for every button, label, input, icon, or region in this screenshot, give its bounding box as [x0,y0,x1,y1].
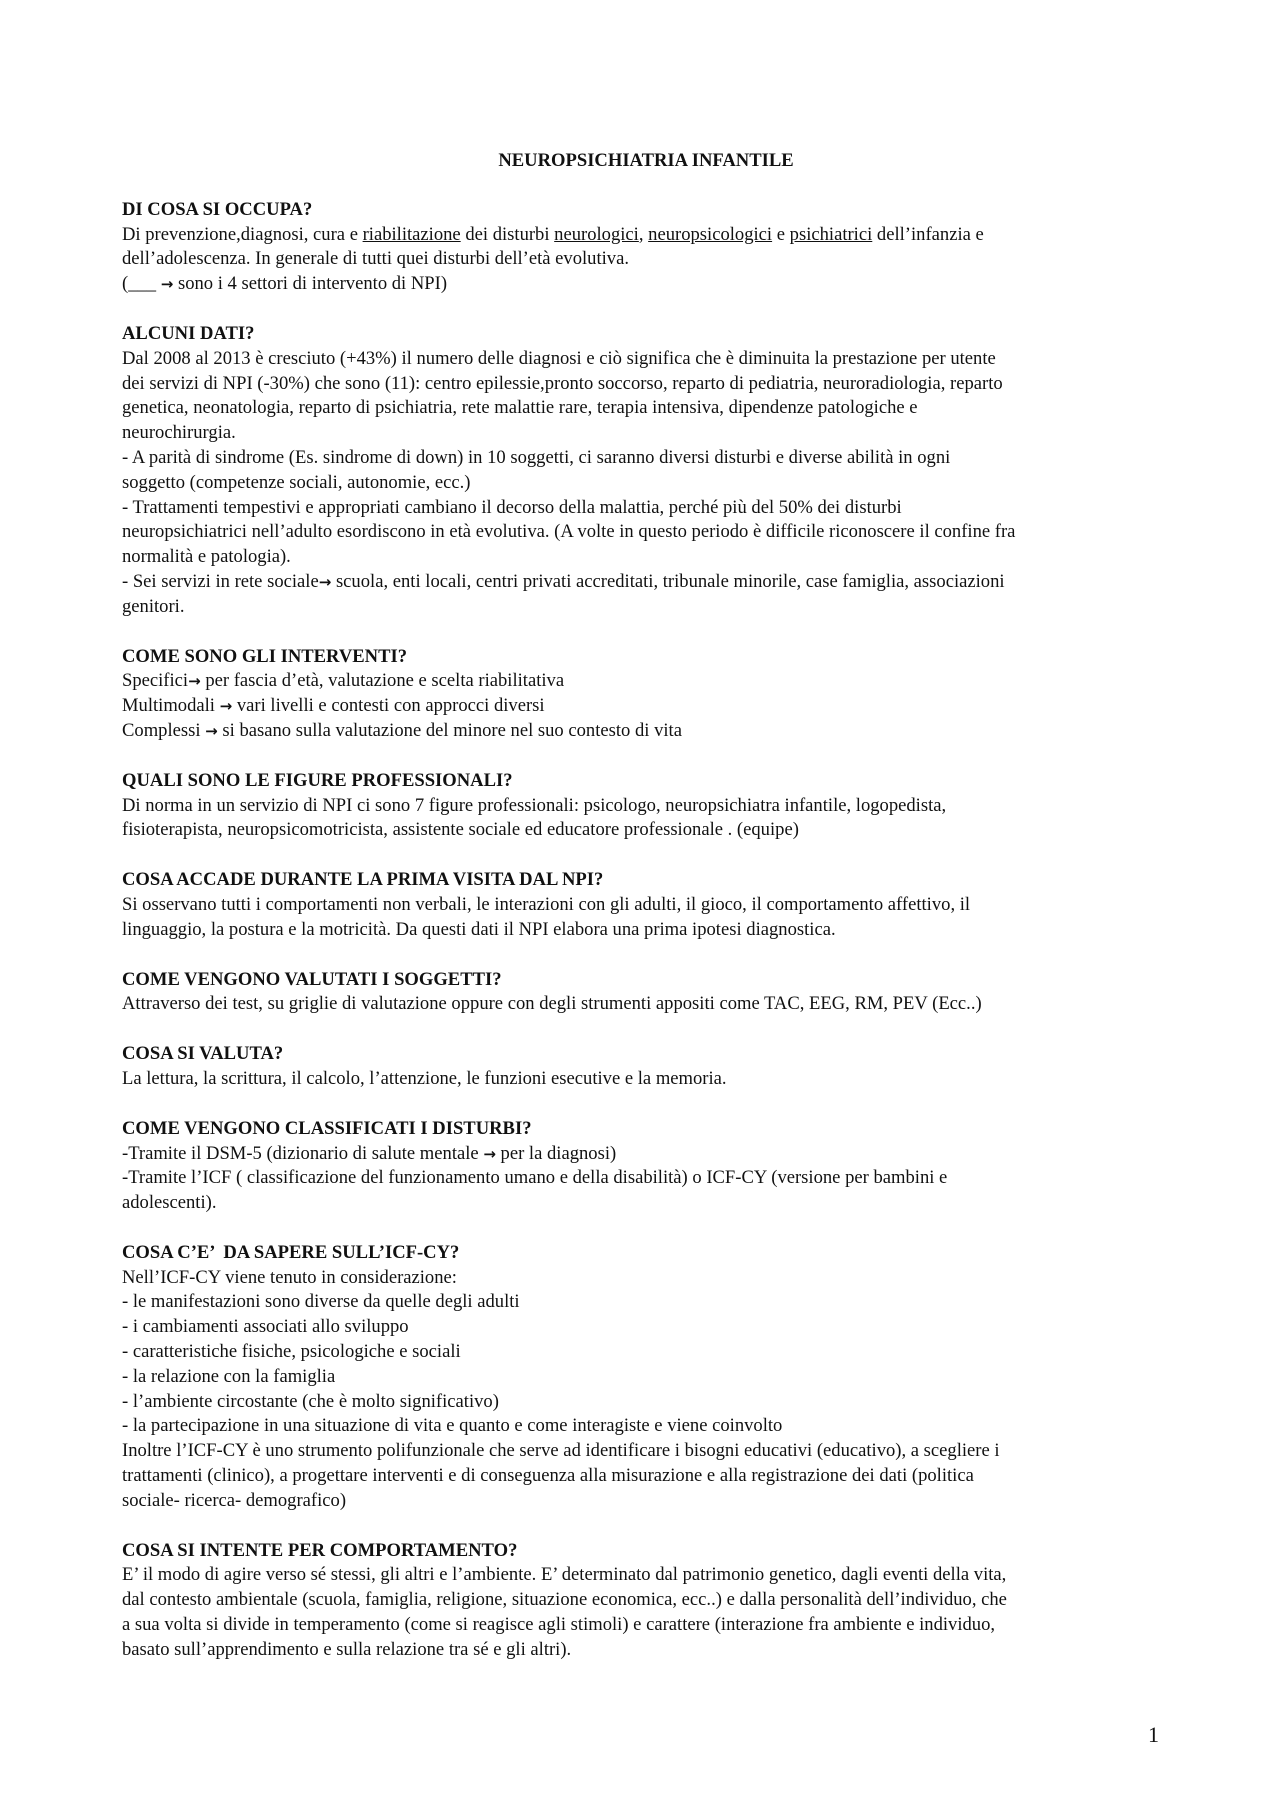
paragraph-line: Si osservano tutti i comportamenti non verbali, le interazioni con gli adulti, il gioco, il comportamento affettivo, il [122,893,971,915]
paragraph-line: La lettura, la scrittura, il calcolo, l’attenzione, le funzioni esecutive e la memoria. [122,1067,727,1089]
section-heading: COME VENGONO CLASSIFICATI I DISTURBI? [122,1117,532,1139]
paragraph-line: -Tramite l’ICF ( classificazione del funzionamento umano e della disabilità) o ICF-CY (versione per bambini e [122,1167,948,1189]
list-item: - l’ambiente circostante (che è molto significativo) [122,1390,499,1412]
paragraph-line [122,272,1170,297]
paragraph-line: Inoltre l’ICF-CY è uno strumento polifunzionale che serve ad identificare i bisogni educativi (educativo), a scegliere i [122,1440,1000,1462]
section-heading: COSA SI VALUTA? [122,1043,284,1065]
arrow-icon: → [483,1144,496,1163]
section-valuta [122,1042,1170,1092]
paragraph-line [122,223,1170,248]
section-interventi [122,645,1170,744]
section-heading: COME SONO GLI INTERVENTI? [122,645,408,667]
text-run: si basano sulla valutazione del minore nel suo contesto di vita [217,719,682,741]
section-comportamento [122,1539,1170,1663]
page-number: 1 [1148,1722,1159,1747]
section-heading: DI COSA SI OCCUPA? [122,198,313,220]
text-run: -Tramite il DSM-5 (dizionario di salute mentale [122,1142,484,1164]
paragraph-line: fisioterapista, neuropsicomotricista, assistente sociale ed educatore professionale . (equipe) [122,819,799,841]
text-run: - Sei servizi in rete sociale [122,570,319,592]
arrow-icon: → [219,697,233,716]
paragraph-line: adolescenti). [122,1192,217,1214]
paragraph-line: soggetto (competenze sociali, autonomie, ecc.) [122,471,471,493]
text-run: scuola, enti locali, centri privati accreditati, tribunale minorile, case famiglia, associazioni [331,570,1005,592]
underlined-term: riabilitazione [362,223,461,245]
paragraph-line: Dal 2008 al 2013 è cresciuto (+43%) il numero delle diagnosi e ciò significa che è diminuita la prestazione per utente [122,347,996,369]
document-title: NEUROPSICHIATRIA INFANTILE [498,150,794,171]
section-dati [122,322,1170,620]
list-item: - la partecipazione in una situazione di vita e quanto e come interagiste e viene coinvolto [122,1415,783,1437]
section-valutati [122,968,1170,1018]
paragraph-line: sociale- ricerca- demografico) [122,1489,347,1511]
text-run: Di prevenzione,diagnosi, cura e [122,223,363,245]
paragraph-line: genitori. [122,595,185,617]
paragraph-line: E’ il modo di agire verso sé stessi, gli altri e l’ambiente. E’ determinato dal patrimonio genetico, dagli eventi della vita, [122,1564,1007,1586]
paragraph-line: dei servizi di NPI (-30%) che sono (11): centro epilessie,pronto soccorso, reparto di pediatria, neuroradiologia, reparto [122,372,1003,394]
paragraph-line: dal contesto ambientale (scuola, famiglia, religione, situazione economica, ecc..) e dalla personalità dell’individuo, che [122,1589,1007,1611]
section-heading: ALCUNI DATI? [122,322,255,344]
document-page [122,149,1170,1688]
text-run: sono i 4 settori di intervento di NPI) [173,273,448,295]
arrow-icon: → [205,721,218,740]
list-item: - i cambiamenti associati allo sviluppo [122,1316,409,1338]
underlined-term: psichiatrici [789,223,873,245]
section-visita [122,868,1170,942]
paragraph-line: Nell’ICF-CY viene tenuto in considerazione: [122,1266,457,1288]
underlined-term: neurologici [554,223,639,245]
paragraph-line: neuropsichiatrici nell’adulto esordiscono in età evolutiva. (A volte in questo periodo è difficile riconoscere il confine fra [122,521,1016,543]
paragraph-line: neurochirurgia. [122,422,236,444]
paragraph-line [122,694,1170,719]
underlined-term: neuropsicologici [648,223,773,245]
section-heading: COSA SI INTENTE PER COMPORTAMENTO? [122,1539,518,1561]
text-run: e [772,223,790,245]
text-run: vari livelli e contesti con approcci diversi [232,695,545,717]
text-run: per la diagnosi) [495,1142,617,1164]
text-run: , [638,223,649,245]
text-run: (___ [122,273,161,295]
arrow-icon: → [188,672,201,691]
section-heading: QUALI SONO LE FIGURE PROFESSIONALI? [122,769,513,791]
text-run: dell’infanzia e [872,223,984,245]
paragraph-line [122,719,1170,744]
list-item: - le manifestazioni sono diverse da quelle degli adulti [122,1291,520,1313]
section-heading: COSA ACCADE DURANTE LA PRIMA VISITA DAL NPI? [122,869,604,891]
section-occupa [122,198,1170,297]
text-run: Multimodali [122,695,220,717]
section-heading: COSA C’E’ DA SAPERE SULL’ICF-CY? [122,1241,460,1263]
paragraph-line [122,669,1170,694]
paragraph-line: Attraverso dei test, su griglie di valutazione oppure con degli strumenti appositi come TAC, EEG, RM, PEV (Ecc..) [122,993,982,1015]
list-item: - la relazione con la famiglia [122,1365,336,1387]
paragraph-line: trattamenti (clinico), a progettare interventi e di conseguenza alla misurazione e alla registrazione dei dati (politica [122,1465,974,1487]
paragraph-line: - A parità di sindrome (Es. sindrome di down) in 10 soggetti, ci saranno diversi disturbi e diverse abilità in ogni [122,446,951,468]
section-icf [122,1241,1170,1514]
text-run: Specifici [122,670,189,692]
arrow-icon: → [318,572,332,591]
paragraph-line: dell’adolescenza. In generale di tutti quei disturbi dell’età evolutiva. [122,248,630,270]
paragraph-line: linguaggio, la postura e la motricità. Da questi dati il NPI elabora una prima ipotesi diagnostica. [122,918,836,940]
paragraph-line: genetica, neonatologia, reparto di psichiatria, rete malattie rare, terapia intensiva, dipendenze patologiche e [122,397,918,419]
text-run: Complessi [122,719,206,741]
section-classificati [122,1117,1170,1216]
paragraph-line: - Trattamenti tempestivi e appropriati cambiano il decorso della malattia, perché più del 50% dei disturbi [122,496,902,518]
paragraph-line: basato sull’apprendimento e sulla relazione tra sé e gli altri). [122,1638,572,1660]
text-run: per fascia d’età, valutazione e scelta riabilitativa [200,670,565,692]
text-run: dei disturbi [460,223,555,245]
paragraph-line [122,570,1170,595]
section-figure [122,769,1170,843]
section-heading: COME VENGONO VALUTATI I SOGGETTI? [122,968,502,990]
paragraph-line: normalità e patologia). [122,546,291,568]
paragraph-line: Di norma in un servizio di NPI ci sono 7 figure professionali: psicologo, neuropsichiatra infantile, logopedista, [122,794,947,816]
arrow-icon: → [160,275,174,294]
paragraph-line [122,1142,1170,1167]
paragraph-line: a sua volta si divide in temperamento (come si reagisce agli stimoli) e carattere (interazione fra ambiente e individuo, [122,1614,996,1636]
list-item: - caratteristiche fisiche, psicologiche e sociali [122,1341,461,1363]
